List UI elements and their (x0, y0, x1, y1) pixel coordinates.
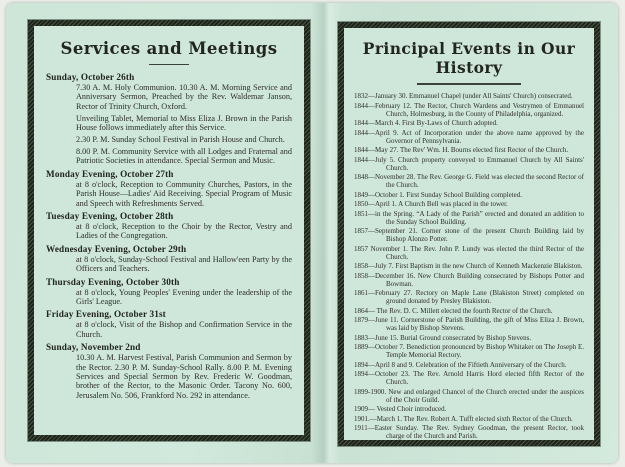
history-entry (354, 210, 584, 226)
history-entry (354, 146, 584, 154)
entry-year: 1832—January 30. (354, 92, 408, 100)
history-entry (354, 227, 584, 243)
section-paragraph: at 8 o'clock, Young Peoples' Evening under the leadership of the Girls' League. (76, 287, 292, 306)
history-entry (354, 156, 584, 172)
entry-text: First Sunday School Building completed. (406, 190, 522, 199)
entry-text: Corner stone of the present Church Building laid by Bishop Alonzo Potter. (386, 227, 584, 243)
entry-year: 1844—April 9. (354, 128, 399, 137)
entry-text: Church property conveyed to Emmanuel Church by All Saints' Church. (386, 155, 584, 172)
entry-year: 1849—October 1. (354, 190, 405, 199)
history-entry (354, 424, 584, 440)
entry-text: Vested Choir introduced. (376, 405, 447, 413)
section-heading: Tuesday Evening, October 28th (46, 210, 174, 221)
section-paragraph: 8.00 P. M. Community Service with all Lodges and Fraternal and Patriotic Societies in attendance. Special Sermon and Music. (76, 146, 292, 166)
entry-year: 1850—April 1. (354, 200, 397, 208)
entry-year: 1851—in the Spring. (354, 209, 415, 218)
entry-text: The Rev. Robert A. Tufft elected sixth Rector of the Church. (403, 414, 573, 423)
entry-year: 1844—February 12. (354, 101, 412, 110)
entry-text: A Church Bell was placed in the tower. (398, 200, 508, 208)
history-entry (354, 361, 584, 369)
entry-year: 1857—September 21. (354, 227, 418, 235)
entry-text: Benediction pronounced by Bishop Whitaker on The Joseph E. Temple Memorial Rectory. (386, 343, 584, 359)
entry-text: The Rev. George G. Field was elected the second Rector of the Church. (386, 173, 584, 189)
entry-text: Celebration of the Fiftieth Anniversary of the Church. (415, 360, 567, 369)
schedule-section (46, 342, 292, 400)
title-divider (149, 64, 189, 65)
entry-year: 1858—December 16. (354, 271, 416, 280)
entry-text: New and enlarged Chancel of the Church erected under the auspices of the Choir Guild. (386, 387, 584, 404)
entry-year: 1861—February 27. (354, 289, 413, 297)
entry-year: 1909— (354, 405, 375, 413)
history-entry (354, 191, 584, 199)
history-entry (354, 102, 584, 118)
section-heading: Friday Evening, October 31st (46, 309, 166, 320)
entry-text: Burial Ground consecrated by Bishop Stevens. (400, 333, 532, 342)
section-paragraph: at 8 o'clock, Visit of the Bishop and Confirmation Service in the Church. (76, 320, 292, 339)
entry-year: 1844—March 4. (354, 119, 401, 127)
schedule-section (46, 211, 292, 241)
section-paragraph: 7.30 A. M. Holy Communion. 10.30 A. M. Morning Service and Anniversary Sermon, Preached by the Rev. Waldemar Janson, Rector of Trinity Church, Oxford. (76, 83, 292, 111)
section-paragraph: at 8 o'clock, Reception to the Choir by the Rector, Vestry and Ladies of the Congregation. (76, 221, 292, 241)
history-entry (354, 405, 584, 413)
entry-year: 1889—October 7. (354, 343, 405, 351)
history-entry (354, 272, 584, 288)
entry-text: First By-Laws of Church adopted. (402, 119, 498, 127)
schedule-section (46, 277, 292, 307)
history-entry (354, 289, 584, 305)
entry-year: 1857 November 1. (354, 244, 408, 253)
entry-text: “A Lady of the Parish” erected and donated an addition to the Sunday School Building. (386, 209, 584, 226)
entry-text: Rectory on Maple Lane (Blakiston Street) completed on ground donated by Presley Blakiston. (386, 289, 584, 305)
section-heading: Thursday Evening, October 30th (46, 276, 180, 287)
entry-text: The Rev. Arnold Harris Hord elected fifth Rector of the Church. (386, 370, 584, 386)
entry-year: 1864— (354, 306, 375, 315)
page-history (344, 28, 594, 440)
entry-year: 1879—June 11. (354, 316, 399, 324)
entry-year: 1894—October 23. (354, 370, 410, 378)
schedule-section (46, 309, 292, 339)
entry-year: 1901.—March 1. (354, 414, 403, 423)
page-title-history: Principal Events in Our History (362, 39, 576, 77)
section-paragraph: at 8 o'clock, Reception to Community Churches, Pastors, in the Parish House—Ladies' Aid Receiving. Special Program of Music and Speech with Refreshments Served. (76, 179, 292, 208)
section-paragraph: at 8 o'clock, Sunday-School Festival and Hallow'een Party by the Officers and Teachers. (76, 254, 292, 274)
scanned-booklet-paper (6, 3, 618, 463)
entry-year: 1899-1900. (354, 387, 387, 396)
history-entry (354, 343, 584, 359)
history-entry (354, 129, 584, 145)
entry-year: 1894—April 8 and 9. (354, 360, 414, 369)
page-services (34, 26, 304, 435)
history-entry (354, 245, 584, 261)
history-entry (354, 200, 584, 208)
entry-text: The Rev. D. C. Millett elected the fourth Rector of the Church. (376, 306, 553, 315)
entry-year: 1844—May 27. (354, 146, 399, 154)
section-paragraph: 2.30 P. M. Sunday School Festival in Parish House and Church. (76, 135, 285, 145)
history-entry (354, 173, 584, 189)
history-entry (354, 370, 584, 386)
section-paragraph: Unveiling Tablet, Memorial to Miss Eliza J. Brown in the Parish House follows immediately after this Service. (76, 113, 292, 133)
schedule-section (46, 72, 292, 166)
entry-year: 1848—November 28. (354, 173, 416, 181)
entry-year: 1883—June 15. (354, 333, 399, 342)
ornamental-frame-right (338, 22, 600, 446)
history-entry (354, 119, 584, 127)
history-entry (354, 92, 584, 100)
schedule-section (46, 244, 292, 274)
entry-text: Cornerstone of Parish Building, the gift of Miss Eliza J. Brown, was laid by Bishop Stevens. (386, 316, 584, 332)
entry-text: The Rector, Church Wardens and Vestrymen of Emmanuel Church, Holmesburg, in the County of Philadelphia, organized. (386, 101, 584, 118)
section-heading: Monday Evening, October 27th (46, 168, 174, 179)
entry-text: Act of Incorporation under the above name approved by the Governor of Pennsylvania. (386, 128, 584, 145)
history-entry (354, 262, 584, 270)
entry-year: 1858—July 7. (354, 262, 394, 270)
title-divider (417, 83, 521, 85)
ornamental-frame-left (28, 20, 310, 441)
history-entry (354, 388, 584, 404)
entry-text: First Baptism in the new Church of Kenneth Mackenzie Blakiston. (395, 262, 583, 270)
history-entry (354, 316, 584, 332)
center-fold (311, 3, 341, 463)
history-entry (354, 307, 584, 315)
entry-text: The Rev' Wm. H. Bourns elected first Rector of the Church. (399, 146, 569, 154)
entry-text: Emmanuel Chapel (under All Saints' Church) consecrated. (409, 92, 573, 100)
section-heading: Wednesday Evening, October 29th (46, 243, 187, 254)
entry-year: 1844—July 5. (354, 155, 395, 164)
history-entry (354, 334, 584, 342)
section-paragraph: 10.30 A. M. Harvest Festival, Parish Communion and Sermon by the Rector. 2.30 P. M. Sunday-School Rally. 8.00 P. M. Evening Services and Special Sermon by Rev. Frederic W. Goodman, brother of the Rector, to the Masonic Order. Tacony No. 600, Jerusalem No. 506, Frankford No. 292 in attendance. (76, 353, 292, 400)
history-entry (354, 415, 584, 423)
section-heading: Sunday, November 2nd (46, 342, 141, 353)
entry-year: 1911—Easter Sunday. (354, 424, 419, 432)
entry-text: The Rev. Sydney Goodman, the present Rector, took charge of the Church and Parish. (386, 424, 584, 440)
entry-text: New Church Building consecrated by Bishops Potter and Bowman. (386, 271, 584, 288)
schedule-section (46, 169, 292, 208)
section-heading: Sunday, October 26th (46, 72, 135, 82)
page-title-services: Services and Meetings (60, 39, 278, 58)
entry-text: The Rev. John P. Lundy was elected the third Rector of the Church. (386, 244, 585, 261)
